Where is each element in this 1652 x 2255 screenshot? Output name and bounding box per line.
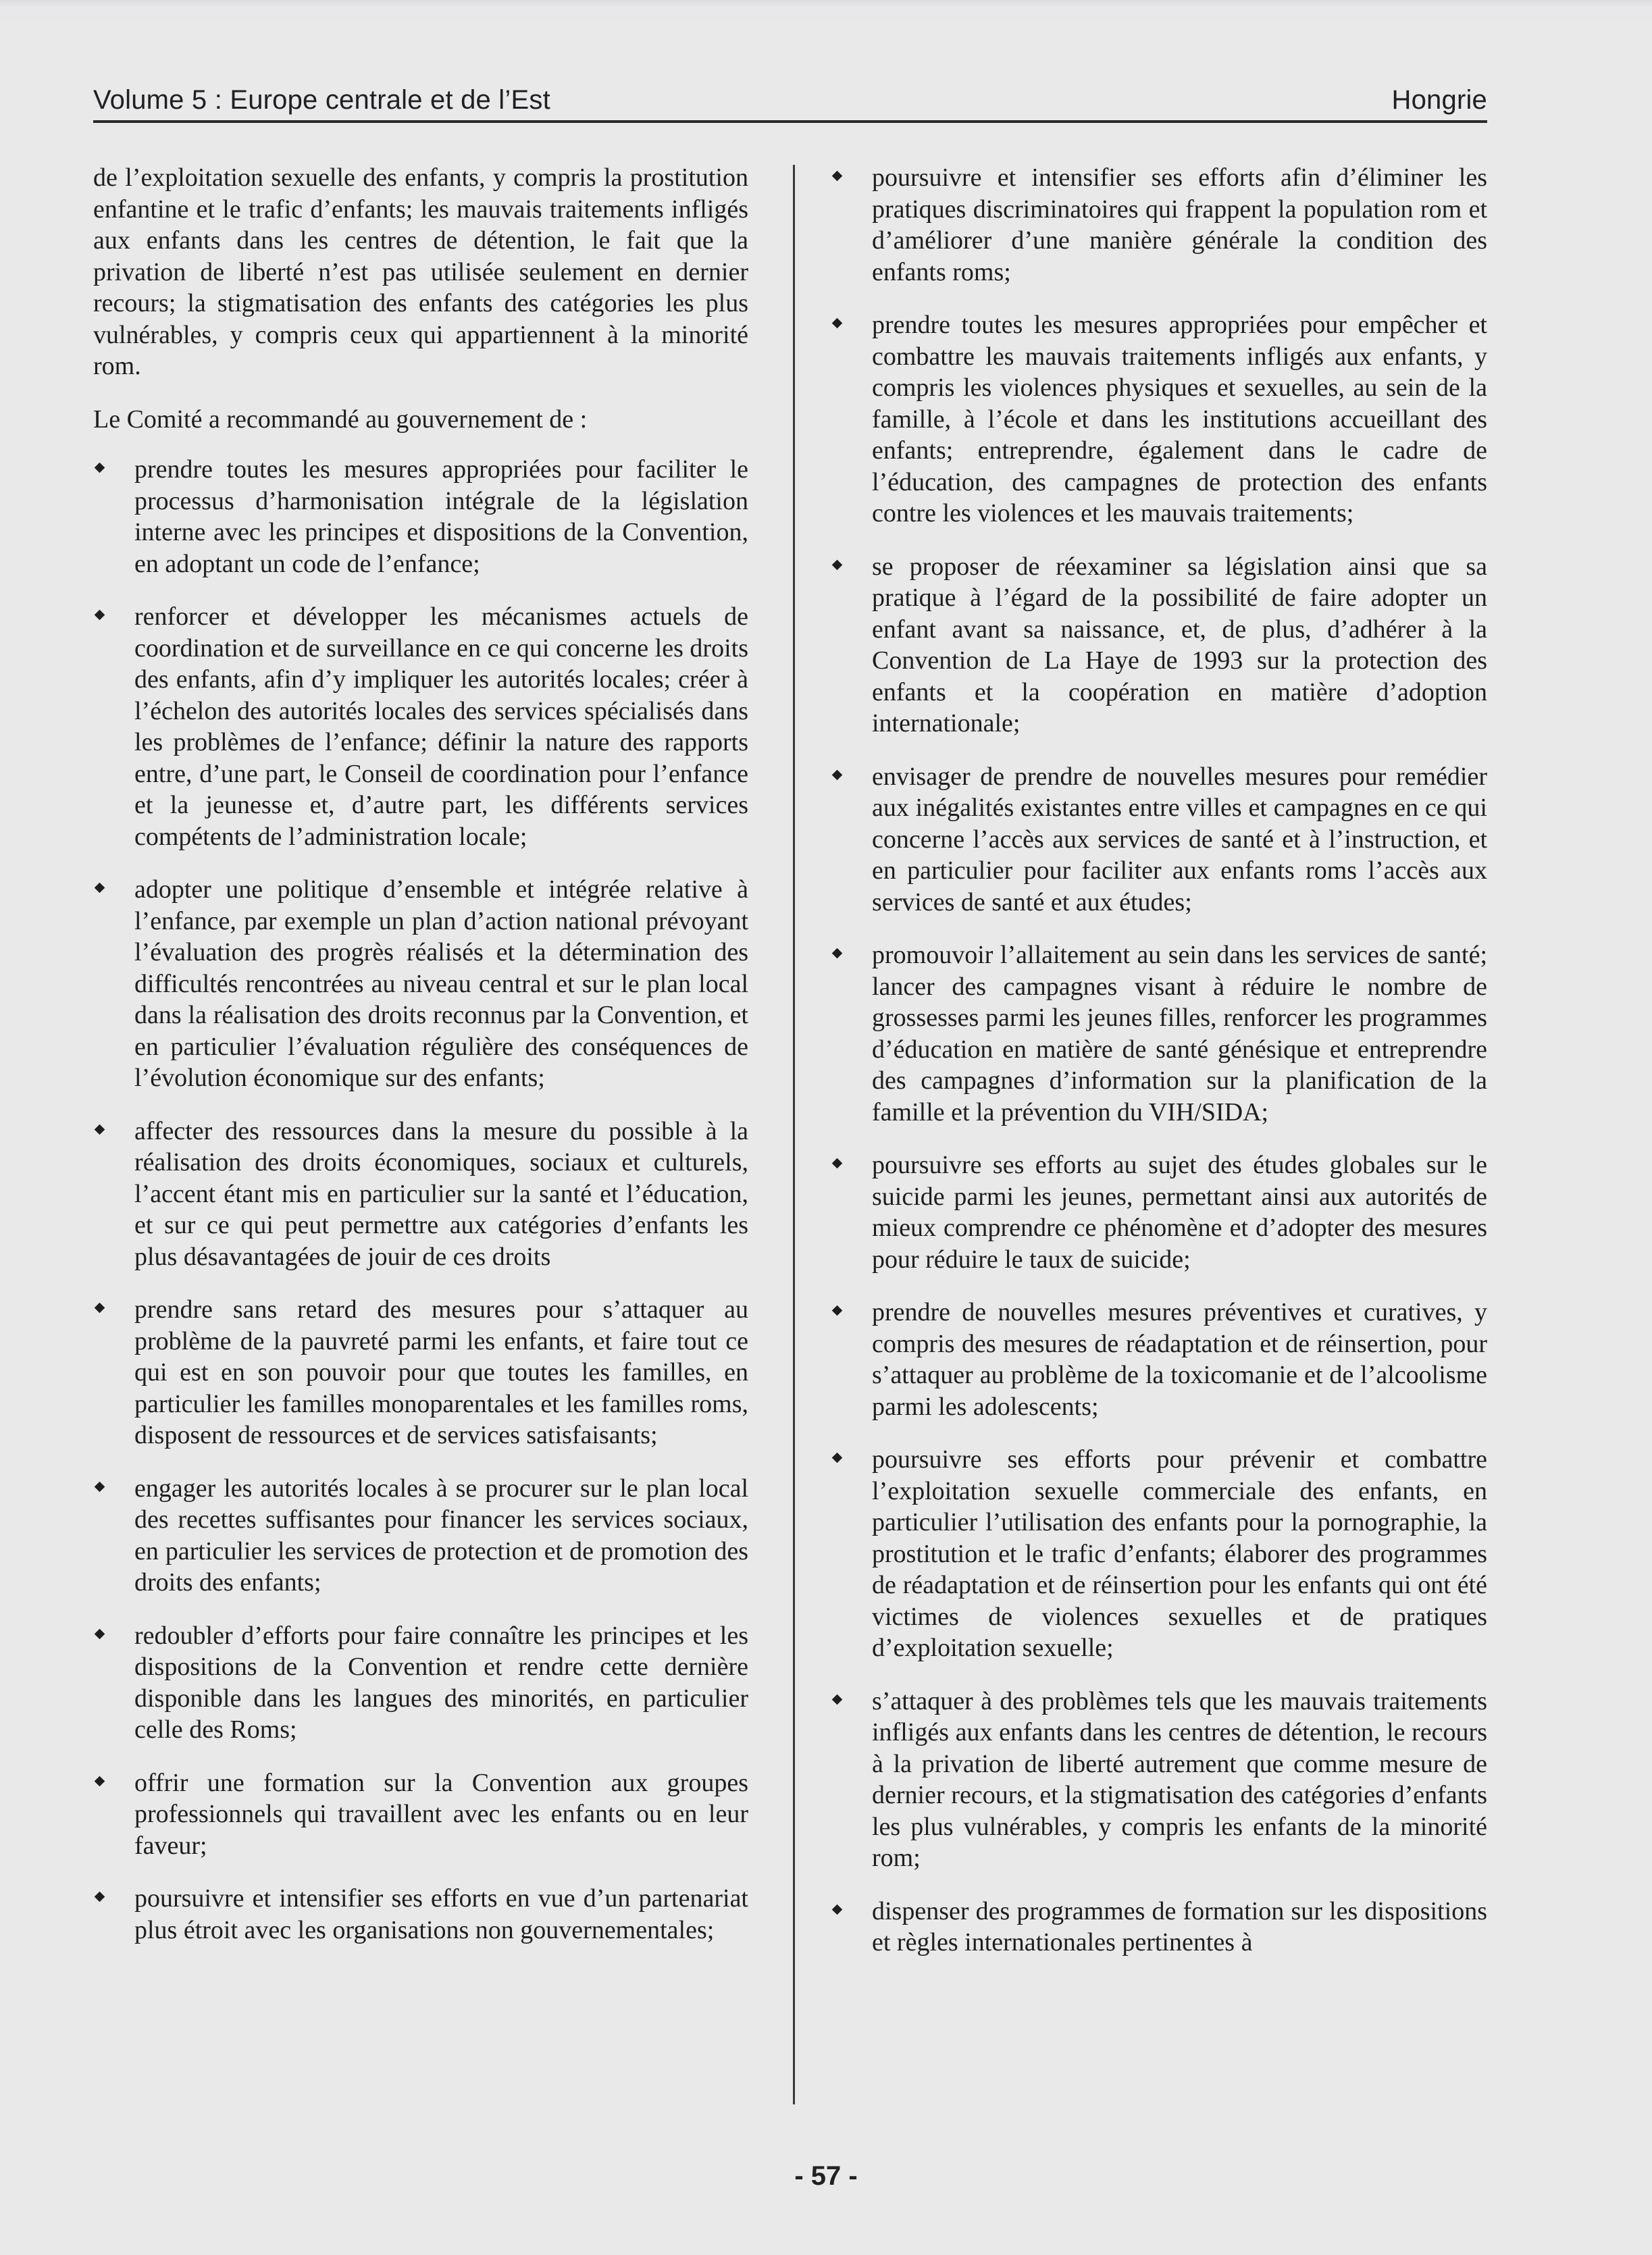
- list-item: [831, 1444, 1487, 1664]
- list-item: [831, 1896, 1487, 1959]
- list-item-text: renforcer et développer les mécanismes actuels de coordination et de surveillance en ce qui concerne les droits des enfants, afin d’y impliquer les autorités locales; créer à l’échelon des autorités locales des services spécialisés dans les problèmes de l’enfance; définir la nature des rapports entre, d’une part, le Conseil de coordination pour l’enfance et la jeunesse et, d’autre part, les différents services compétents de l’administration locale;: [134, 602, 748, 851]
- list-item: [93, 1294, 748, 1451]
- list-item-text: offrir une formation sur la Convention aux groupes professionnels qui travaillent avec les enfants ou en leur faveur;: [134, 1768, 748, 1860]
- list-item-text: prendre toutes les mesures appropriées pour empêcher et combattre les mauvais traitements infligés aux enfants, y compris les violences physiques et sexuelles, au sein de la famille, à l’école et dans les institutions accueillant des enfants; entreprendre, également dans le cadre de l’éducation, des campagnes de protection des enfants contre les violences et les mauvais traitements;: [872, 311, 1487, 527]
- bullet-icon: [95, 1892, 105, 1902]
- list-item-text: affecter des ressources dans la mesure du possible à la réalisation des droits économiques, sociaux et culturels, l’accent étant mis en particulier sur la santé et l’éducation, et sur ce qui peut permettre aux catégories d’enfants les plus désavantagées de jouir de ces droits: [134, 1116, 748, 1271]
- opening-paragraph: de l’exploitation sexuelle des enfants, y compris la prostitution enfantine et le trafic d’enfants; les mauvais traitements infligés aux enfants dans les centres de détention, le fait que la privation de liberté n’est pas utilisée seulement en dernier recours; la stigmatisation des enfants des catégories les plus vulnérables, y compris ceux qui appartiennent à la minorité rom.: [93, 163, 748, 380]
- list-item: [831, 761, 1487, 918]
- list-item-text: adopter une politique d’ensemble et intégrée relative à l’enfance, par exemple un plan d’action national prévoyant l’évaluation des progrès réalisés et la détermination des difficultés rencontrées au niveau central et sur le plan local dans la réalisation des droits reconnus par la Convention, et en particulier l’évaluation régulière des conséquences de l’évolution économique sur des enfants;: [134, 875, 748, 1092]
- list-item-text: engager les autorités locales à se procurer sur le plan local des recettes suffisantes pour financer les services sociaux, en particulier les services de protection et de promotion des droits des enfants;: [134, 1474, 748, 1597]
- right-column: [831, 162, 1487, 1980]
- bullet-icon: [832, 1904, 843, 1915]
- list-item: [831, 1686, 1487, 1874]
- list-item: [93, 1767, 748, 1862]
- bullet-icon: [95, 1776, 105, 1786]
- left-recommendation-list: [93, 454, 748, 1946]
- list-item: [831, 1149, 1487, 1275]
- bullet-icon: [832, 559, 843, 570]
- bullet-icon: [832, 1453, 843, 1463]
- page-number: - 57 -: [794, 2161, 858, 2191]
- bullet-icon: [832, 1305, 843, 1316]
- list-item: [93, 454, 748, 579]
- right-recommendation-list: [831, 162, 1487, 1959]
- bullet-icon: [95, 610, 105, 621]
- header-rule: [93, 120, 1487, 123]
- list-item-text: poursuivre et intensifier ses efforts afin d’éliminer les pratiques discriminatoires qui frappent la population rom et d’améliorer d’une manière générale la condition des enfants roms;: [872, 163, 1487, 286]
- list-item-text: poursuivre et intensifier ses efforts en vue d’un partenariat plus étroit avec les organisations non gouvernementales;: [134, 1884, 748, 1944]
- bullet-icon: [832, 1158, 843, 1169]
- list-item-text: prendre de nouvelles mesures préventives et curatives, y compris des mesures de réadaptation et de réinsertion, pour s’attaquer au problème de la toxicomanie et de l’alcoolisme parmi les adolescents;: [872, 1298, 1487, 1421]
- list-item: [831, 939, 1487, 1128]
- list-item-text: prendre sans retard des mesures pour s’attaquer au problème de la pauvreté parmi les enfants, et faire tout ce qui est en son pouvoir pour que toutes les familles, en particulier les familles monoparentales et les familles roms, disposent de ressources et de services satisfaisants;: [134, 1295, 748, 1449]
- list-item: [93, 874, 748, 1094]
- list-item: [831, 162, 1487, 288]
- list-item: [93, 1473, 748, 1599]
- bullet-icon: [95, 883, 105, 893]
- bullet-icon: [832, 769, 843, 780]
- list-item-text: prendre toutes les mesures appropriées pour faciliter le processus d’harmonisation intégrale de la législation interne avec les principes et dispositions de la Convention, en adoptant un code de l’enfance;: [134, 455, 748, 578]
- header-volume-title: Volume 5 : Europe centrale et de l’Est: [93, 85, 550, 115]
- list-item-text: s’attaquer à des problèmes tels que les mauvais traitements infligés aux enfants dans les centres de détention, le recours à la privation de liberté autrement que comme mesure de dernier recours, et la stigmatisation des catégories d’enfants les plus vulnérables, y compris les enfants de la minorité rom;: [872, 1686, 1487, 1872]
- bullet-icon: [832, 171, 843, 182]
- bullet-icon: [95, 1303, 105, 1314]
- list-item-text: poursuivre ses efforts pour prévenir et combattre l’exploitation sexuelle commerciale des enfants, en particulier l’utilisation des enfants pour la pornographie, la prostitution et le trafic d’enfants; élaborer des programmes de réadaptation et de réinsertion pour les enfants qui ont été victimes de violences sexuelles et de pratiques d’exploitation sexuelle;: [872, 1445, 1487, 1662]
- recommendation-intro: Le Comité a recommandé au gouvernement de :: [93, 405, 588, 434]
- bullet-icon: [832, 948, 843, 959]
- list-item-text: se proposer de réexaminer sa législation ainsi que sa pratique à l’égard de la possibilité de faire adopter un enfant avant sa naissance, et, de plus, d’adhérer à la Convention de La Haye de 1993 sur la protection des enfants et la coopération en matière d’adoption internationale;: [872, 552, 1487, 737]
- list-item-text: envisager de prendre de nouvelles mesures pour remédier aux inégalités existantes entre villes et campagnes en ce qui concerne l’accès aux services de santé et à l’instruction, et en particulier pour faciliter aux enfants roms l’accès aux services de santé et aux études;: [872, 762, 1487, 916]
- list-item: [831, 309, 1487, 529]
- left-column: [93, 162, 748, 1967]
- header-country: Hongrie: [1391, 85, 1487, 115]
- list-item: [93, 601, 748, 852]
- list-item-text: redoubler d’efforts pour faire connaître les principes et les dispositions de la Convention et rendre cette dernière disponible dans les langues des minorités, en particulier celle des Roms;: [134, 1621, 748, 1744]
- bullet-icon: [95, 1124, 105, 1135]
- bullet-icon: [95, 1481, 105, 1492]
- bullet-icon: [832, 318, 843, 329]
- list-item: [93, 1620, 748, 1746]
- list-item: [93, 1116, 748, 1273]
- bullet-icon: [832, 1694, 843, 1705]
- list-item-text: poursuivre ses efforts au sujet des études globales sur le suicide parmi les jeunes, permettant ainsi aux autorités de mieux comprendre ce phénomène et d’adopter des mesures pour réduire le taux de suicide;: [872, 1151, 1487, 1274]
- list-item-text: dispenser des programmes de formation sur les dispositions et règles internationales pertinentes à: [872, 1896, 1487, 1956]
- list-item: [831, 551, 1487, 740]
- column-divider: [793, 165, 795, 2104]
- list-item: [831, 1297, 1487, 1422]
- list-item: [93, 1883, 748, 1946]
- bullet-icon: [95, 1628, 105, 1639]
- bullet-icon: [95, 463, 105, 473]
- list-item-text: promouvoir l’allaitement au sein dans les services de santé; lancer des campagnes visant à réduire le nombre de grossesses parmi les jeunes filles, renforcer les programmes d’éducation en matière de santé génésique et entreprendre des campagnes d’information sur la planification de la famille et la prévention du VIH/SIDA;: [872, 941, 1487, 1126]
